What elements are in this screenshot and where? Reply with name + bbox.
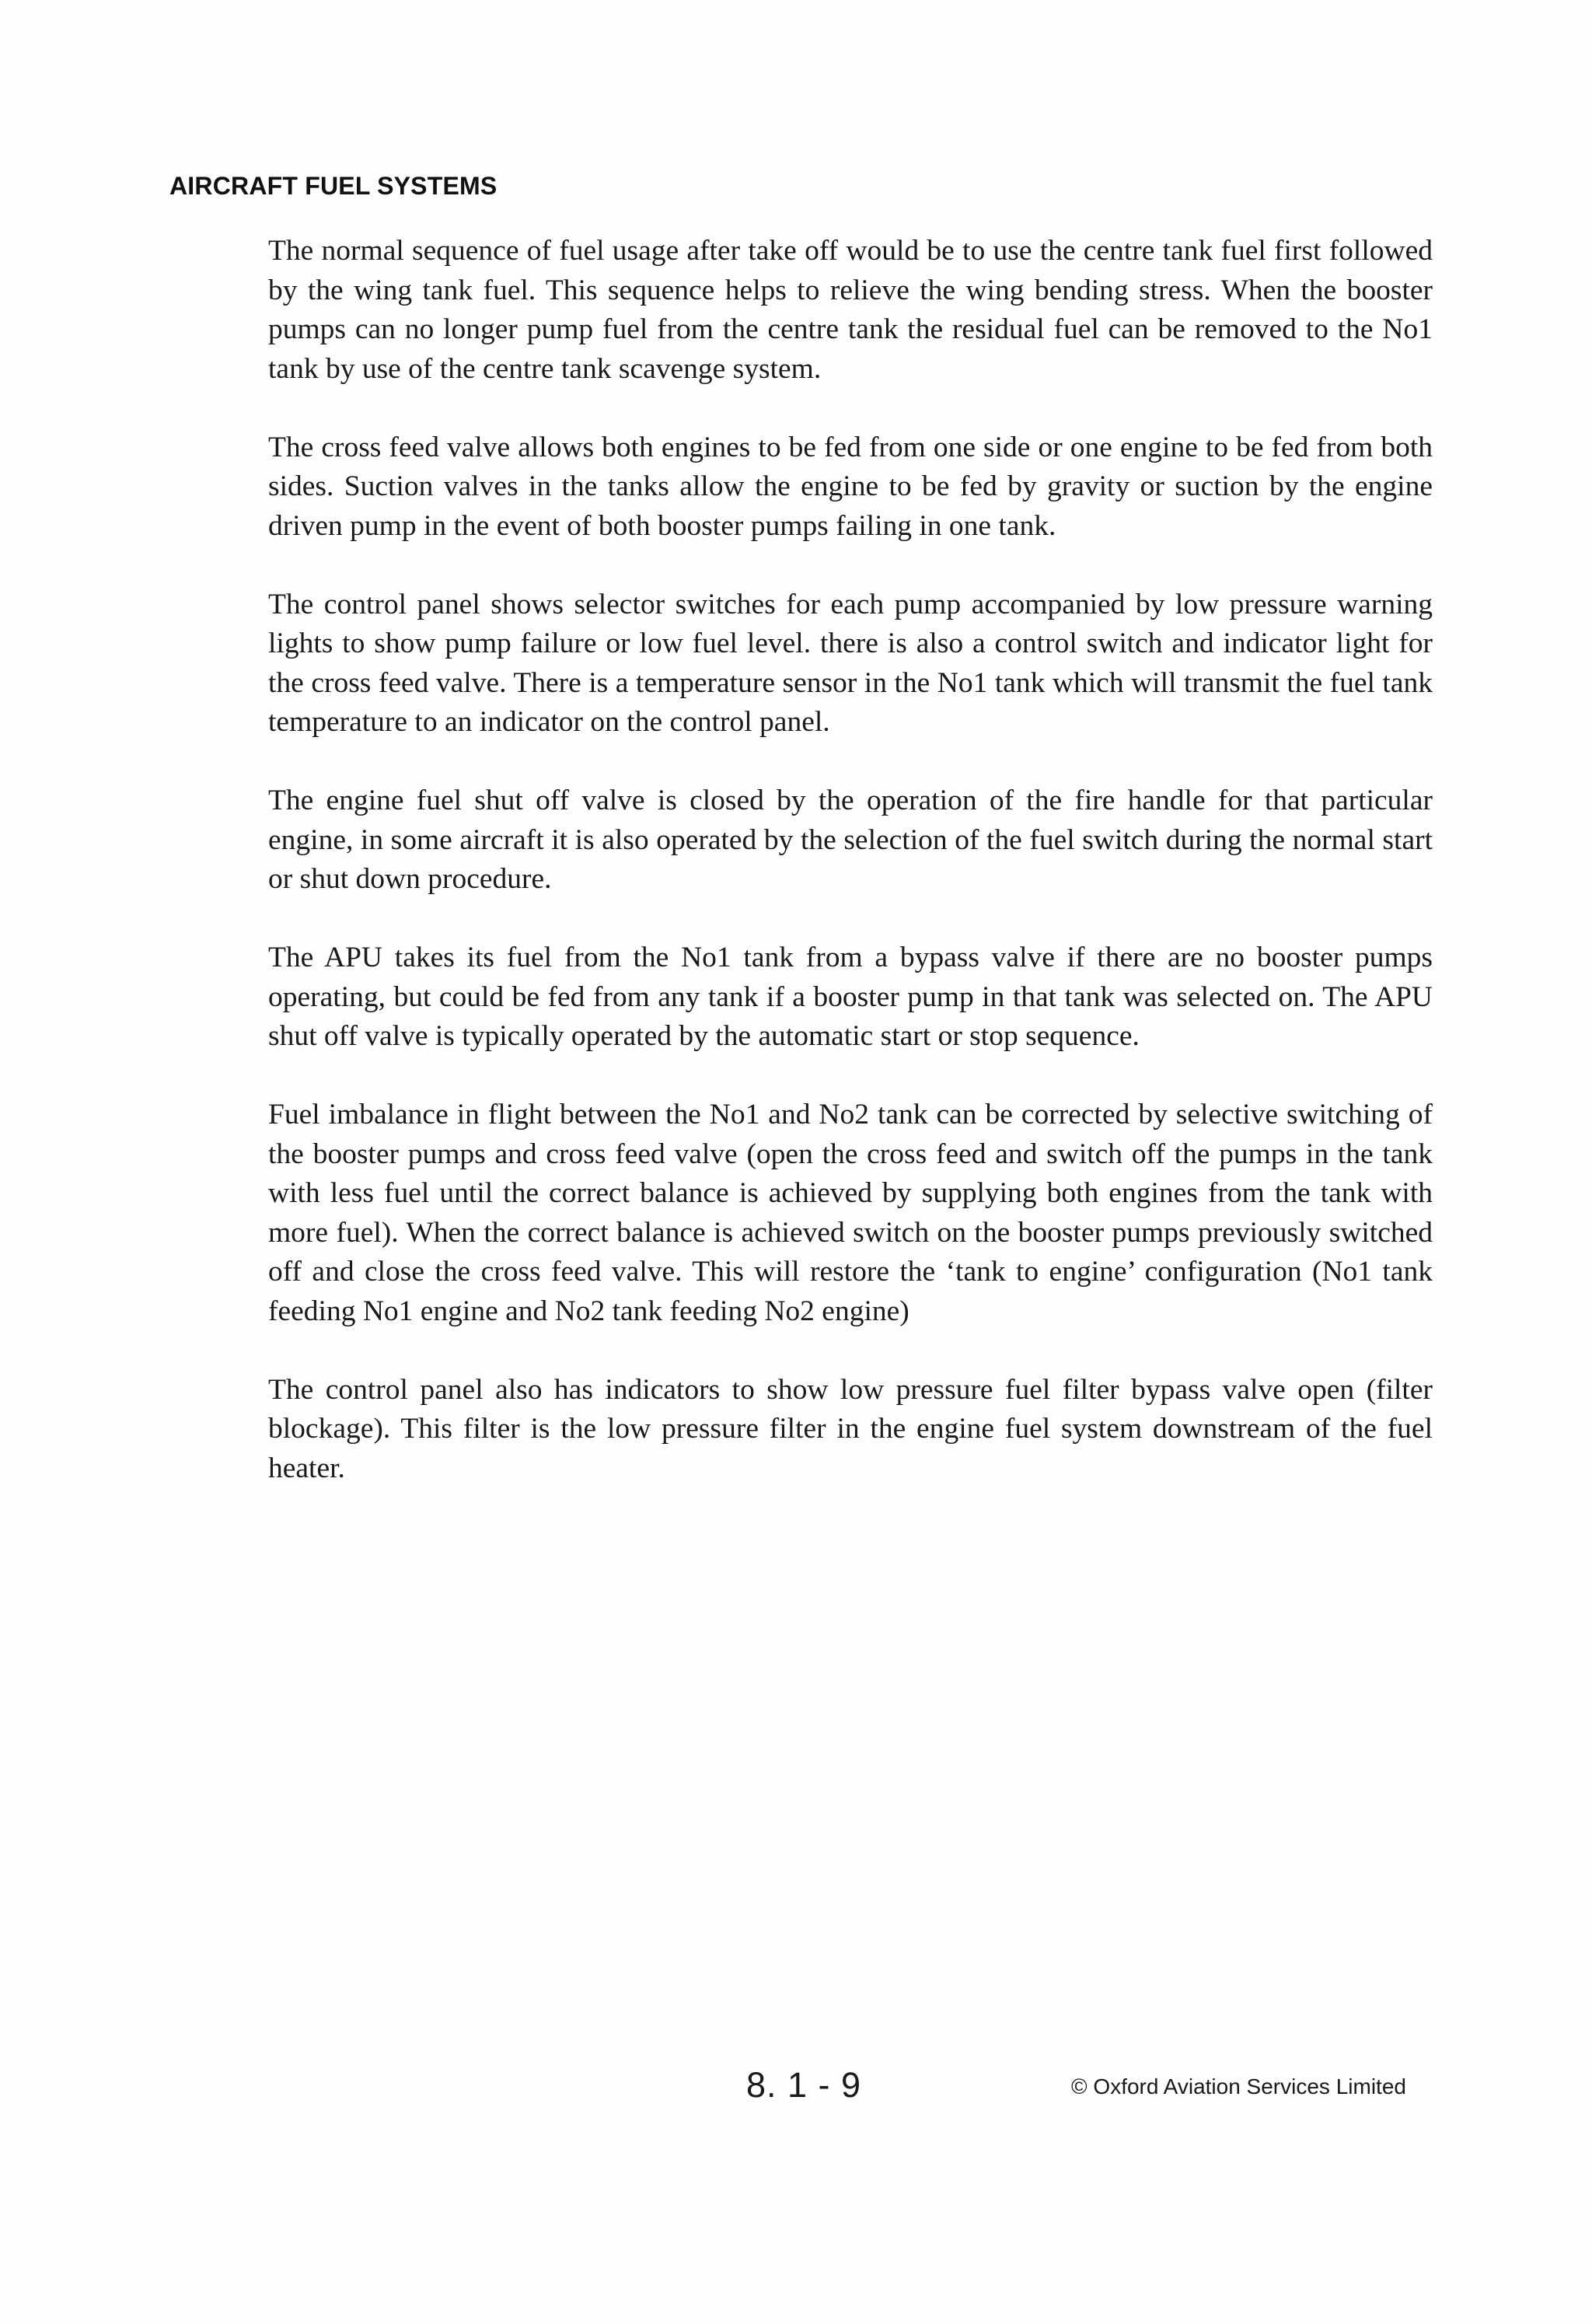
paragraph-control-panel-switches: The control panel shows selector switches for each pump accompanied by low pressure warning lights to show pump failure or low fuel level. there is also a control switch and indicator light for the cross feed valve. There is a temperature sensor in the No1 tank which will transmit the fuel tank temperature to an indicator on the control panel.: [268, 588, 1433, 738]
paragraph-filter-bypass-indicators: The control panel also has indicators to show low pressure fuel filter bypass valve open (filter blockage). This filter is the low pressure filter in the engine fuel system downstream of the fuel heater.: [268, 1373, 1433, 1484]
paragraph-apu-fuel: The APU takes its fuel from the No1 tank from a bypass valve if there are no booster pumps operating, but could be fed from any tank if a booster pump in that tank was selected on. The APU shut off valve is typically operated by the automatic start or stop sequence.: [268, 942, 1433, 1052]
paragraph-engine-shut-off-valve: The engine fuel shut off valve is closed by the operation of the fire handle for that particular engine, in some aircraft it is also operated by the selection of the fuel switch during the normal start or shut down procedure.: [268, 785, 1433, 895]
page-header-title: AIRCRAFT FUEL SYSTEMS: [169, 172, 498, 200]
copyright-notice: © Oxford Aviation Services Limited: [1071, 2074, 1406, 2099]
document-body: [268, 232, 1433, 1528]
paragraph-fuel-imbalance: Fuel imbalance in flight between the No1 and No2 tank can be corrected by selective switching of the booster pumps and cross feed valve (open the cross feed and switch off the pumps in the tank with less fuel until the correct balance is achieved by supplying both engines from the tank with more fuel). When the correct balance is achieved switch on the booster pumps previously switched off and close the cross feed valve. This will restore the ‘tank to engine’ configuration (No1 tank feeding No1 engine and No2 tank feeding No2 engine): [268, 1099, 1433, 1327]
paragraph-fuel-usage-sequence: The normal sequence of fuel usage after take off would be to use the centre tank fuel first followed by the wing tank fuel. This sequence helps to relieve the wing bending stress. When the booster pumps can no longer pump fuel from the centre tank the residual fuel can be removed to the No1 tank by use of the centre tank scavenge system.: [268, 235, 1433, 385]
paragraph-cross-feed-valve: The cross feed valve allows both engines to be fed from one side or one engine to be fed from both sides. Suction valves in the tanks allow the engine to be fed by gravity or suction by the engine driven pump in the event of both booster pumps failing in one tank.: [268, 431, 1433, 542]
page-number: 8. 1 - 9: [746, 2065, 862, 2105]
